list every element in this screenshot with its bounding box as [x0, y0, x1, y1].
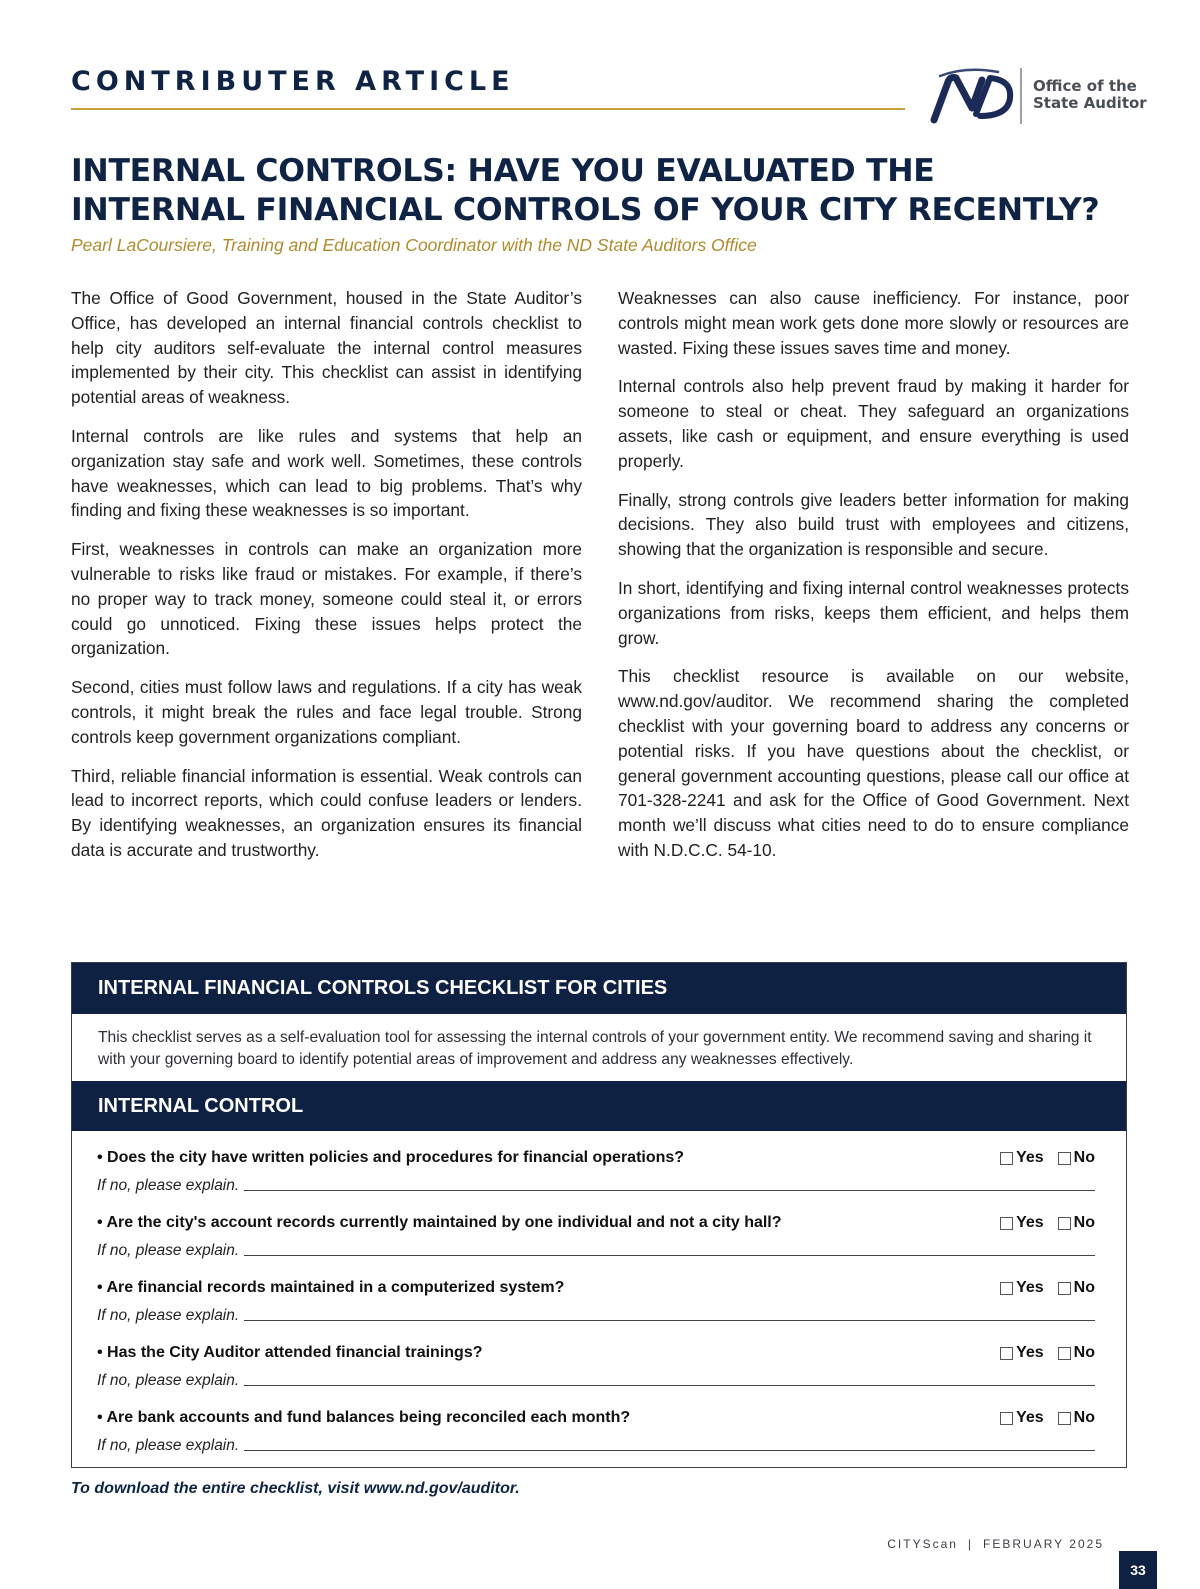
yes-label: Yes [1016, 1344, 1044, 1361]
yes-checkbox[interactable] [1000, 1344, 1044, 1362]
article-column-left [71, 286, 582, 877]
explain-row [97, 1242, 1095, 1260]
article-title [71, 152, 1141, 230]
paragraph: First, weaknesses in controls can make an organization more vulnerable to risks like fraud or mistakes. For example, if there’s no proper way to track money, someone could steal it, or errors could go unnoticed. Fixing these issues helps protect the organization. [71, 539, 582, 659]
question-text: • Has the City Auditor attended financial trainings? [97, 1344, 483, 1361]
paragraph: Internal controls are like rules and systems that help an organization stay safe and work well. Sometimes, these controls have weaknesses, which can lead to big problems. That’s why finding and fixing these weaknesses is so important. [71, 425, 582, 521]
explain-row [97, 1437, 1095, 1455]
footer-separator: | [967, 1537, 974, 1551]
checklist-question [97, 1196, 1095, 1261]
no-checkbox[interactable] [1058, 1279, 1095, 1297]
paragraph: The Office of Good Government, housed in the State Auditor’s Office, has developed an internal financial controls checklist to help city auditors self-evaluate the internal control measures implemented by their city. This checklist can assist in identifying potential areas of weakness. [71, 288, 582, 408]
issue-date: FEBRUARY 2025 [983, 1537, 1104, 1551]
explain-row [97, 1372, 1095, 1390]
article-byline: Pearl LaCoursiere, Training and Education Coordinator with the ND State Auditors Office [71, 235, 757, 255]
explain-label: If no, please explain. [97, 1372, 240, 1389]
page-footer [887, 1535, 1104, 1553]
page-number: 33 [1119, 1551, 1157, 1589]
paragraph: This checklist resource is available on our website, www.nd.gov/auditor. We recommend sharing the completed checklist with your governing board to address any concerns or potential risks. If you have questions about the checklist, or general government accounting questions, please call our office at 701-328-2241 and ask for the Office of Good Government. Next month we’ll discuss what cities need to do to ensure compliance with N.D.C.C. 54-10. [618, 666, 1129, 860]
no-label: No [1073, 1214, 1095, 1231]
yes-checkbox[interactable] [1000, 1214, 1044, 1232]
no-checkbox[interactable] [1058, 1214, 1095, 1232]
paragraph: Weaknesses can also cause inefficiency. For instance, poor controls might mean work gets done more slowly or resources are wasted. Fixing these issues saves time and money. [618, 288, 1129, 358]
checklist-question [97, 1326, 1095, 1391]
no-label: No [1073, 1149, 1095, 1166]
question-text: • Are financial records maintained in a computerized system? [97, 1279, 565, 1296]
paragraph: Third, reliable financial information is essential. Weak controls can lead to incorrect reports, which could confuse leaders or lenders. By identifying weaknesses, an organization ensures its financial data is accurate and trustworthy. [71, 765, 582, 860]
logo-line-2: State Auditor [1033, 94, 1147, 112]
checkbox-box[interactable] [1058, 1217, 1071, 1230]
article-column-right [618, 286, 1129, 877]
explain-label: If no, please explain. [97, 1177, 240, 1194]
yes-label: Yes [1016, 1409, 1044, 1426]
yes-label: Yes [1016, 1279, 1044, 1296]
checkbox-box[interactable] [1000, 1282, 1013, 1295]
checkbox-box[interactable] [1000, 1152, 1013, 1165]
checkbox-box[interactable] [1058, 1282, 1071, 1295]
question-options [986, 1214, 1095, 1232]
explain-label: If no, please explain. [97, 1307, 240, 1324]
explain-label: If no, please explain. [97, 1242, 240, 1259]
paragraph: Second, cities must follow laws and regulations. If a city has weak controls, it might break the rules and face legal trouble. Strong controls keep government organizations compliant. [71, 677, 582, 747]
question-options [986, 1409, 1095, 1427]
checklist-intro: This checklist serves as a self-evaluation tool for assessing the internal controls of your government entity. We recommend saving and sharing it with your governing board to identify potential areas of improvement and address any weaknesses effectively. [98, 1029, 1092, 1068]
explain-input-line[interactable] [244, 1320, 1095, 1321]
nd-monogram-icon [926, 64, 1016, 128]
state-auditor-logo [926, 64, 1146, 130]
header-rule [71, 108, 905, 110]
checklist-title: INTERNAL FINANCIAL CONTROLS CHECKLIST FOR CITIES [72, 963, 1126, 1014]
article-title-line-2: INTERNAL FINANCIAL CONTROLS OF YOUR CITY RECENTLY? [71, 192, 1100, 228]
publication-name: CITYScan [887, 1537, 958, 1551]
checklist-question [97, 1131, 1095, 1196]
yes-checkbox[interactable] [1000, 1279, 1044, 1297]
no-label: No [1073, 1409, 1095, 1426]
checkbox-box[interactable] [1000, 1412, 1013, 1425]
question-options [986, 1149, 1095, 1167]
no-checkbox[interactable] [1058, 1409, 1095, 1427]
section-label: CONTRIBUTER ARTICLE [71, 66, 515, 97]
explain-input-line[interactable] [244, 1255, 1095, 1256]
checkbox-box[interactable] [1000, 1347, 1013, 1360]
question-options [986, 1279, 1095, 1297]
question-text: • Are the city's account records currently maintained by one individual and not a city hall? [97, 1214, 782, 1231]
paragraph: In short, identifying and fixing internal control weaknesses protects organizations from risks, keeps them efficient, and helps them grow. [618, 577, 1129, 648]
explain-row [97, 1177, 1095, 1195]
logo-divider [1020, 68, 1022, 124]
explain-input-line[interactable] [244, 1385, 1095, 1386]
checklist-question [97, 1261, 1095, 1326]
checkbox-box[interactable] [1000, 1217, 1013, 1230]
no-label: No [1073, 1344, 1095, 1361]
checkbox-box[interactable] [1058, 1152, 1071, 1165]
checkbox-box[interactable] [1058, 1412, 1071, 1425]
question-options [986, 1344, 1095, 1362]
question-text: • Are bank accounts and fund balances being reconciled each month? [97, 1409, 631, 1426]
no-checkbox[interactable] [1058, 1149, 1095, 1167]
paragraph: Finally, strong controls give leaders better information for making decisions. They also build trust with employees and citizens, showing that the organization is responsible and secure. [618, 489, 1129, 560]
checklist-box [71, 962, 1127, 1468]
article-title-line-1: INTERNAL CONTROLS: HAVE YOU EVALUATED THE [71, 153, 935, 189]
paragraph: Internal controls also help prevent fraud by making it harder for someone to steal or cheat. They safeguard an organizations assets, like cash or equipment, and ensure everything is used properly. [618, 376, 1129, 471]
question-text: • Does the city have written policies and procedures for financial operations? [97, 1149, 685, 1166]
checkbox-box[interactable] [1058, 1347, 1071, 1360]
checklist-question [97, 1391, 1095, 1456]
no-label: No [1073, 1279, 1095, 1296]
checklist-questions [72, 1131, 1126, 1456]
checklist-section-title: INTERNAL CONTROL [72, 1081, 1126, 1131]
yes-label: Yes [1016, 1214, 1044, 1231]
explain-input-line[interactable] [244, 1450, 1095, 1451]
logo-line-1: Office of the [1033, 77, 1137, 95]
yes-label: Yes [1016, 1149, 1044, 1166]
explain-row [97, 1307, 1095, 1325]
explain-input-line[interactable] [244, 1190, 1095, 1191]
logo-text [1033, 78, 1153, 112]
explain-label: If no, please explain. [97, 1437, 240, 1454]
no-checkbox[interactable] [1058, 1344, 1095, 1362]
checklist-footnote: To download the entire checklist, visit www.nd.gov/auditor. [71, 1480, 520, 1497]
yes-checkbox[interactable] [1000, 1409, 1044, 1427]
yes-checkbox[interactable] [1000, 1149, 1044, 1167]
